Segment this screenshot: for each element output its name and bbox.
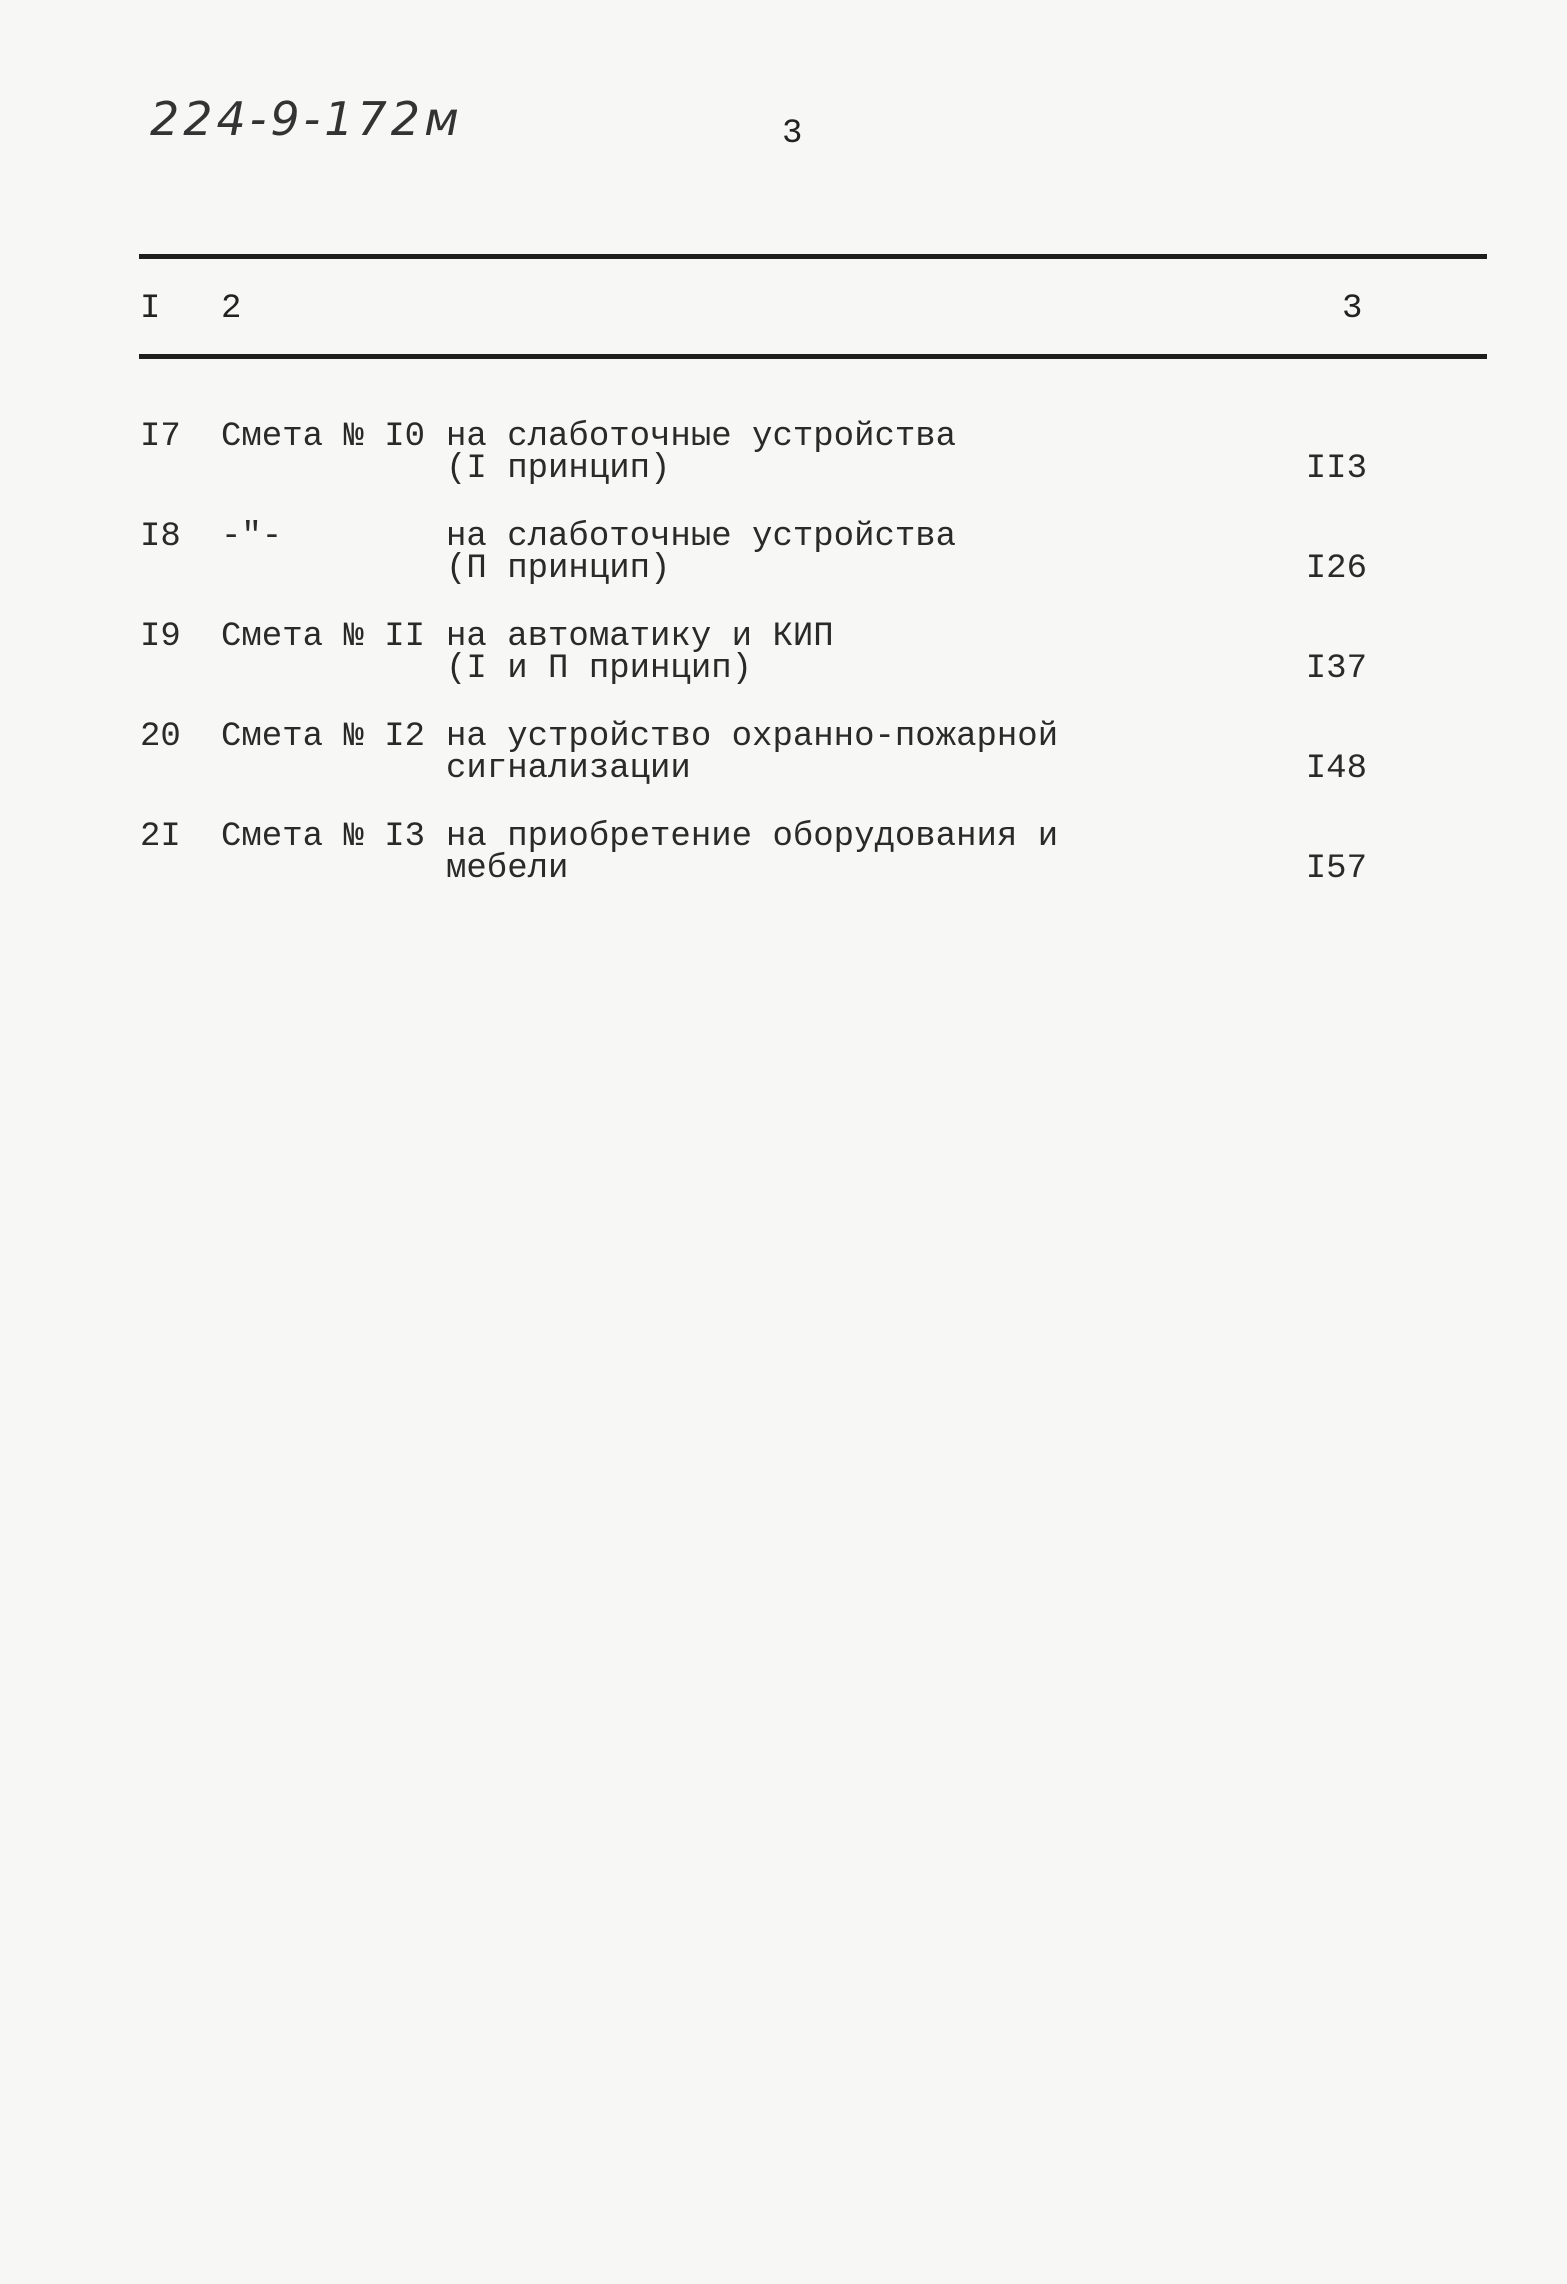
table-row	[0, 810, 1567, 910]
page-ref: I26	[1305, 550, 1367, 588]
description-line-1: на устройство охранно-пожарной	[446, 718, 1059, 756]
description-line-1: на слаботочные устройства	[446, 418, 957, 456]
column-header-2: 2	[221, 290, 242, 328]
page-ref: I57	[1305, 850, 1367, 888]
column-header-3: 3	[1342, 290, 1363, 328]
row-number: I7	[140, 418, 181, 456]
table-top-rule	[139, 254, 1487, 259]
description-line-2: сигнализации	[446, 750, 691, 788]
row-number: I8	[140, 518, 181, 556]
page-ref: I48	[1305, 750, 1367, 788]
description-line-1: на автоматику и КИП	[446, 618, 834, 656]
page-ref: II3	[1305, 450, 1367, 488]
estimate-ref: Смета № I3	[221, 818, 426, 856]
table-row	[0, 710, 1567, 810]
table-row	[0, 610, 1567, 710]
column-header-1: I	[140, 290, 161, 328]
row-number: I9	[140, 618, 181, 656]
page-number: 3	[782, 115, 803, 153]
estimate-ref: Смета № II	[221, 618, 426, 656]
estimate-ref: Смета № I2	[221, 718, 426, 756]
description-line-2: мебели	[446, 850, 569, 888]
description-line-1: на приобретение оборудования и	[446, 818, 1059, 856]
table-row	[0, 510, 1567, 610]
document-code: 224-9-172м	[150, 92, 463, 146]
estimate-ref: Смета № I0	[221, 418, 426, 456]
table-header-rule	[139, 354, 1487, 359]
row-number: 20	[140, 718, 181, 756]
description-line-2: (П принцип)	[446, 550, 671, 588]
row-number: 2I	[140, 818, 181, 856]
description-line-1: на слаботочные устройства	[446, 518, 957, 556]
table-row	[0, 410, 1567, 510]
page-ref: I37	[1305, 650, 1367, 688]
description-line-2: (I принцип)	[446, 450, 671, 488]
estimate-ref: -"-	[221, 518, 283, 556]
description-line-2: (I и П принцип)	[446, 650, 753, 688]
